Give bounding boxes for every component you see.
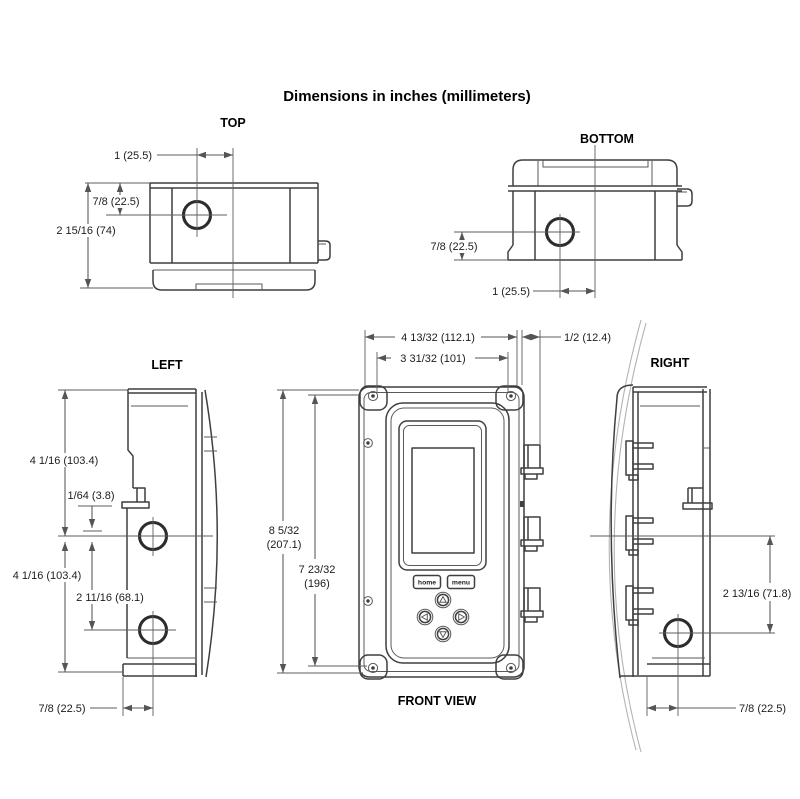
dim-top-hole-to-center: 1 (25.5)	[114, 150, 152, 162]
arrow-up-button	[435, 592, 451, 608]
dim-left-hole-inset: 7/8 (22.5)	[38, 703, 86, 715]
arrow-right-button	[453, 609, 469, 625]
dim-front-mount-height-in: 7 23/32	[298, 564, 336, 576]
dim-front-overall-height-mm: (207.1)	[266, 539, 302, 551]
bottom-view	[427, 132, 692, 298]
front-view-dimensions	[267, 330, 612, 673]
home-button-label: home	[417, 579, 437, 587]
left-view-drawing	[84, 389, 217, 716]
dim-top-hole-depth: 7/8 (22.5)	[92, 196, 140, 208]
top-view	[52, 116, 330, 298]
front-view-label: FRONT VIEW	[397, 694, 477, 708]
left-view	[8, 358, 217, 716]
dim-front-overall-height-in: 8 5/32	[268, 525, 300, 537]
top-view-label: TOP	[220, 116, 246, 130]
top-view-drawing	[150, 148, 330, 298]
down-arrow-icon	[440, 632, 446, 638]
dim-bottom-hole-height: 7/8 (22.5)	[430, 241, 478, 253]
home-button	[414, 576, 441, 589]
dim-front-terminal-depth: 1/2 (12.4)	[564, 332, 612, 344]
dim-front-mount-width: 3 31/32 (101)	[400, 353, 466, 365]
dim-left-top-to-hole: 4 1/16 (103.4)	[29, 455, 99, 467]
dim-bottom-hole-to-center: 1 (25.5)	[492, 286, 530, 298]
dim-front-mount-height-mm: (196)	[304, 578, 330, 590]
right-view	[590, 320, 791, 752]
dim-left-hole-to-bottom: 4 1/16 (103.4)	[12, 570, 82, 582]
menu-button	[448, 576, 475, 589]
terminal-connectors-side	[626, 441, 653, 625]
right-arrow-icon	[459, 614, 465, 620]
bottom-view-drawing	[508, 145, 692, 298]
dim-right-hole-height: 2 13/16 (71.8)	[722, 588, 792, 600]
top-view-dimensions	[52, 150, 233, 288]
bottom-view-label: BOTTOM	[580, 132, 634, 146]
arrow-down-button	[435, 626, 451, 642]
right-view-label: RIGHT	[650, 356, 690, 370]
menu-button-label: menu	[451, 579, 471, 587]
lcd-screen	[412, 448, 474, 553]
dim-top-overall-depth: 2 15/16 (74)	[56, 225, 116, 237]
left-view-label: LEFT	[151, 358, 183, 372]
left-view-dimensions	[8, 390, 213, 716]
dim-left-tab-gap: 1/64 (3.8)	[67, 490, 115, 502]
arrow-left-button	[417, 609, 433, 625]
cover-face	[386, 403, 509, 663]
left-arrow-icon	[422, 614, 428, 620]
up-arrow-icon	[440, 597, 446, 603]
dim-front-overall-width: 4 13/32 (112.1)	[401, 332, 475, 344]
page-title: Dimensions in inches (millimeters)	[283, 88, 531, 105]
front-view	[267, 330, 612, 708]
dim-right-hole-inset: 7/8 (22.5)	[739, 703, 787, 715]
front-view-drawing	[359, 386, 543, 679]
dim-left-hole-spacing: 2 11/16 (68.1)	[76, 592, 144, 604]
